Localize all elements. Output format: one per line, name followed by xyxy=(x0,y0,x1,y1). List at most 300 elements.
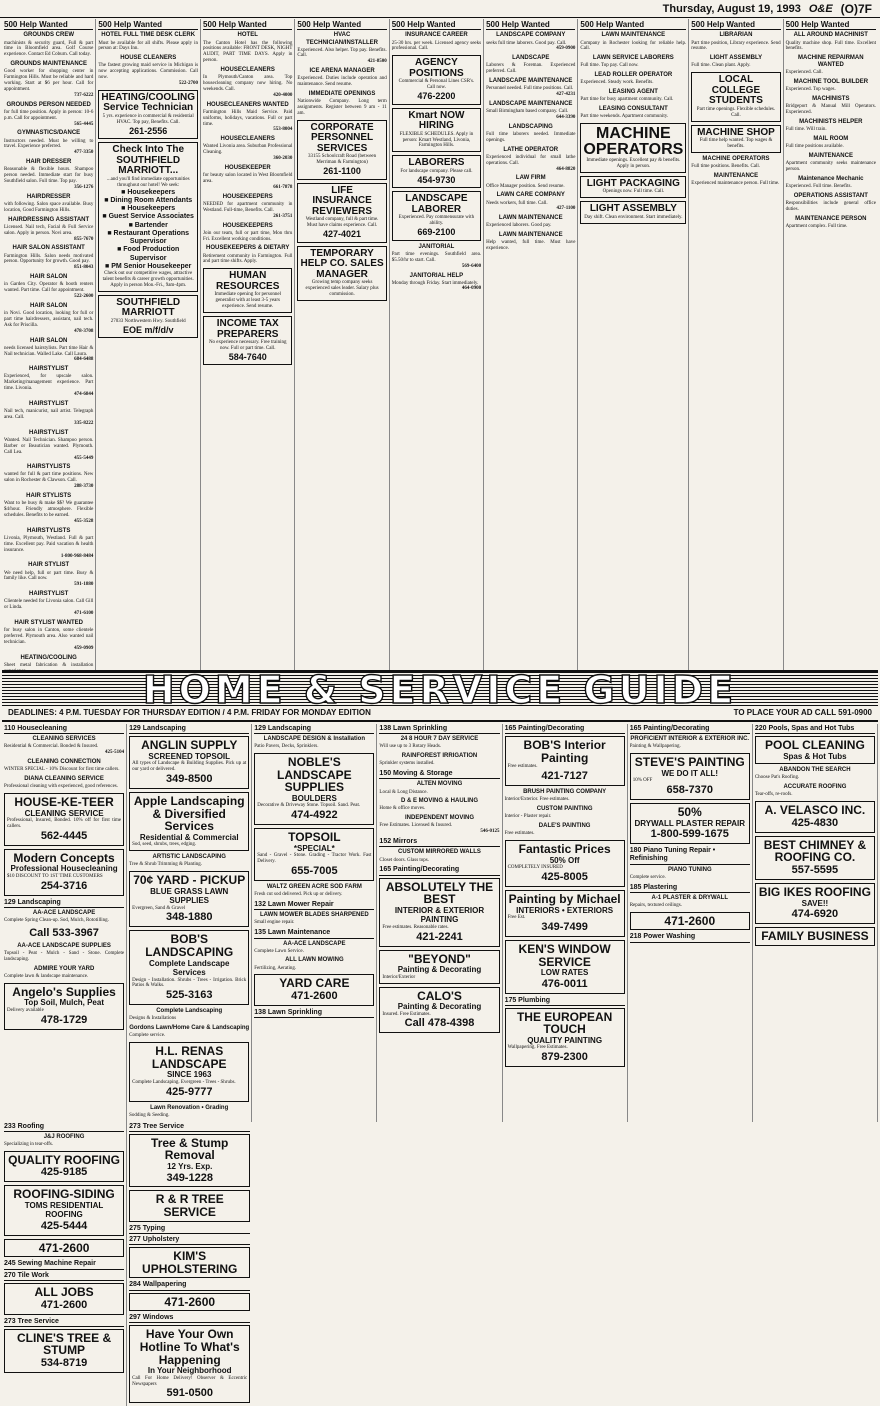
ad-body: Small Birmingham based company. Call. xyxy=(486,109,569,115)
ad-body: Complete lawn & landscape maintenance. xyxy=(4,973,89,979)
ad-body: Will use up to 3 Rotary Heads. xyxy=(379,744,442,750)
ad-body: Responsibilities include general office duties. xyxy=(785,201,876,212)
ad-body: Tree & Shrub Trimming & Planting. xyxy=(129,862,203,868)
classified-ad xyxy=(486,147,575,173)
ad-body: Experienced laborers. Good pay. xyxy=(486,223,552,229)
service-ad-headline: CLINE'S TREE & STUMP xyxy=(16,1330,112,1358)
ad-body: We need help, full or part time. Busy & family like. Call now. xyxy=(4,570,94,582)
ad-body: Sprinkler systems installed. xyxy=(379,761,435,767)
column-heading: 500 Help Wanted xyxy=(691,20,780,30)
service-column xyxy=(628,724,753,1122)
service-ad-headline: BOB'S Interior Painting xyxy=(523,738,606,765)
display-ad-list-item: ■ Guest Service Associates xyxy=(102,213,194,221)
ad-body: NEEDED for apartment community in Westland. Full-time, Benefits. Call. xyxy=(203,201,293,213)
classified-ad xyxy=(486,232,575,252)
ad-body: Help wanted, full time. Must have experience. xyxy=(486,240,576,252)
ad-body: Patio Pavers, Decks, Sprinklers. xyxy=(254,744,319,750)
service-ad-headline: R & R TREE SERVICE xyxy=(155,1192,224,1220)
classified-ad xyxy=(630,895,750,909)
classified-ad xyxy=(4,464,93,490)
classified-ad xyxy=(4,493,93,525)
classified-ad xyxy=(203,194,292,220)
ad-heading: HOUSEKEEPERS xyxy=(222,193,273,200)
display-ad-phone: 261-2556 xyxy=(129,125,168,136)
classified-ad xyxy=(4,943,124,963)
service-ad-subhead: Spas & Hot Tubs xyxy=(783,751,847,761)
ad-body: Part time weekends. Apartment community. xyxy=(580,114,669,120)
ad-body: Nationwide Company. Long term assignments. Register between 9 am - 11 am. xyxy=(297,99,387,116)
ad-heading: GROUNDS CREW xyxy=(23,32,74,39)
display-ad xyxy=(392,155,481,188)
ad-heading: HAIR STYLISTS xyxy=(26,493,72,500)
ad-heading: J&J ROOFING xyxy=(43,1133,85,1140)
display-ad xyxy=(98,142,198,291)
classified-ad xyxy=(691,156,780,170)
display-ad xyxy=(580,176,686,198)
ad-phone: 851-8043 xyxy=(74,265,94,271)
display-ad xyxy=(98,295,198,339)
ad-heading: ARTISTIC LANDSCAPING xyxy=(152,854,226,861)
service-category-heading: 110 Housecleaning xyxy=(4,725,124,734)
service-ad-body: 10% OFF xyxy=(632,778,653,784)
ad-heading: LEAD ROLLER OPERATOR xyxy=(594,72,673,79)
ad-body: Experienced, for upscale salon. Marketing/management experience. Part time. Livonia. xyxy=(4,374,94,392)
service-ad-headline: A. VELASCO INC. xyxy=(764,803,866,818)
service-ad-body: Sand - Gravel - Stone. Grading - Tractor Work. Fast Delivery. xyxy=(257,853,372,865)
display-ad-headline: CORPORATE PERSONNEL SERVICES xyxy=(310,121,374,154)
ad-phone: 455-3528 xyxy=(74,518,94,524)
ad-body: Complete service. xyxy=(629,874,666,880)
service-ad-headline: Apple Landscaping & Diversified Services xyxy=(133,794,245,834)
classified-ad xyxy=(297,68,386,88)
display-ad-text: FLEXIBLE SCHEDULES. Apply in person: Kmart Westland, Livonia, Farmington Hills. xyxy=(399,131,474,149)
ad-heading: JANITORIAL xyxy=(418,243,455,250)
ad-phone: 522-2600 xyxy=(74,294,94,300)
ad-body: Tear-offs, re-roofs. xyxy=(754,792,793,798)
display-ad-phone: 454-9730 xyxy=(417,174,456,185)
service-ad-body: Free estimates. xyxy=(507,764,538,770)
ad-body: Livonia, Plymouth, Westland. Full & part time. Excellent pay. Paid vacation & health insurance. xyxy=(4,535,94,553)
service-ad-subhead: INTERIORS • EXTERIORS xyxy=(516,905,614,915)
ad-body: Experienced. Also helper. Top pay. Benefits. Call. xyxy=(297,47,387,59)
ad-phone: 474-6844 xyxy=(74,392,94,398)
service-display-ad xyxy=(129,1190,250,1221)
ad-heading: INSURANCE CAREER xyxy=(405,32,468,39)
ad-body: Company in Rochester looking for reliable help. Call. xyxy=(580,40,687,52)
service-category-heading: 218 Power Washing xyxy=(630,933,750,942)
service-ad-subhead: Painting & Decorating xyxy=(397,1002,482,1012)
service-ad-subhead: 50% Off xyxy=(549,855,580,865)
ad-body: with following. Salon space available. Busy location, Good Farmington Hills. xyxy=(4,201,94,213)
classified-ad xyxy=(4,966,124,980)
service-ad-phone: 425-9777 xyxy=(165,1085,213,1098)
ad-heading: MACHINE OPERATORS xyxy=(702,155,770,162)
ad-heading: MAINTENANCE xyxy=(713,172,759,179)
classified-ad xyxy=(392,32,481,52)
ad-heading: CUSTOM MIRRORED WALLS xyxy=(398,849,481,856)
ad-phone: 684-6488 xyxy=(74,357,94,363)
ad-body: 25-30 hrs. per week. Licensed agency seeks professional. Call. xyxy=(391,40,482,52)
ad-body: Farmington Hills Maid Service. Paid uniforms, holidays, vacations. Full or part time. xyxy=(203,109,293,127)
classified-ad xyxy=(755,767,875,781)
classified-ad xyxy=(203,67,292,99)
display-ad-headline: Check Into The SOUTHFIELD MARRIOTT... xyxy=(112,144,185,177)
ad-heading: MACHINE REPAIRMAN WANTED xyxy=(798,55,864,69)
ad-heading: A-1 PLASTER & DRYWALL xyxy=(651,894,728,901)
ad-heading: D & E MOVING & HAULING xyxy=(400,798,478,805)
classified-ad xyxy=(505,823,625,837)
display-ad-phone: 427-4021 xyxy=(323,229,362,240)
service-category-heading: 233 Roofing xyxy=(4,1123,124,1132)
service-display-ad xyxy=(630,803,750,844)
ad-heading: MACHINISTS HELPER xyxy=(799,119,863,126)
ad-heading: HAIR SALON xyxy=(30,302,68,309)
display-ad-headline: HUMAN RESOURCES xyxy=(216,270,280,292)
ad-heading: LANDSCAPE MAINTENANCE xyxy=(489,78,573,85)
page-number: (O)7F xyxy=(840,1,872,16)
service-ad-phone: 425-9185 xyxy=(40,1166,88,1179)
ad-body: for beauty salon located in West Bloomfield area. xyxy=(203,173,293,185)
display-ad-phone: 476-2200 xyxy=(417,91,456,102)
service-ad-body: Delivery available xyxy=(7,1007,44,1013)
service-display-ad xyxy=(4,1151,124,1183)
display-ad xyxy=(392,108,481,153)
display-ad-headline: LIGHT ASSEMBLY xyxy=(589,203,677,215)
service-ad-body: Free Est. xyxy=(507,915,526,921)
service-ad-headline: Angelo's Supplies xyxy=(12,984,116,999)
service-ad-phone: 425-8005 xyxy=(541,871,588,884)
service-display-ad xyxy=(129,1293,250,1312)
service-ad-phone: 534-8719 xyxy=(40,1356,88,1369)
ad-body: Complete Spring Clean-up. Sod, Mulch, Rototilling. xyxy=(4,918,109,924)
ad-heading: WALTZ GREEN ACRE SOD FARM xyxy=(266,884,362,891)
ad-heading: LAW FIRM xyxy=(515,175,546,182)
display-ad-text: Openings now. Full time. Call. xyxy=(602,189,665,195)
classified-ad xyxy=(379,753,499,767)
service-ad-phone: 349-8500 xyxy=(165,773,213,786)
ad-heading: MACHINISTS xyxy=(812,96,850,103)
ad-heading: OPERATIONS ASSISTANT xyxy=(793,192,868,199)
ad-heading: LAWN SERVICE LABORERS xyxy=(592,55,674,62)
service-ad-body: Decorative & Driveway Stone. Topsoil. Sand. Peat. xyxy=(257,803,361,809)
service-display-ad xyxy=(254,828,374,881)
display-ad-headline: AGENCY POSITIONS xyxy=(409,57,464,79)
column-heading: 500 Help Wanted xyxy=(203,20,292,30)
ad-heading: LEASING AGENT xyxy=(608,89,658,96)
service-ad-headline: YARD CARE xyxy=(279,976,350,991)
service-category-heading: 135 Lawn Maintenance xyxy=(254,929,374,938)
ad-phone: 335-8222 xyxy=(74,420,94,426)
service-ad-headline: CALO'S xyxy=(417,988,462,1003)
classified-ad xyxy=(4,366,93,398)
ad-heading: ACCURATE ROOFING xyxy=(783,784,847,791)
classified-ad xyxy=(786,119,876,133)
ad-heading: PIANO TUNING xyxy=(667,866,712,873)
ad-body: Join our team, full or part time, Mon thru Fri. Excellent working conditions. xyxy=(203,230,293,242)
display-ad-headline: LOCAL COLLEGE STUDENTS xyxy=(709,74,763,107)
classified-ad xyxy=(786,136,876,150)
ad-phone: 546-0125 xyxy=(480,829,500,835)
ad-body: Quality machine shop. Full time. Excellent benefits. xyxy=(785,40,876,52)
classified-ad xyxy=(786,216,876,230)
display-ad-footnote: Check out our competitive wages, attractive talent benefits & career growth opportunities. Apply in person Mon.-Fri., 9am-4pm. xyxy=(102,271,194,288)
service-ad-headline: ABSOLUTELY THE BEST xyxy=(385,879,494,907)
ad-heading: LANDSCAPE COMPANY xyxy=(496,32,566,39)
classified-ad xyxy=(129,854,249,868)
display-ad-text: Full time help wanted. Top wages & benefits. xyxy=(699,138,773,149)
service-column xyxy=(2,1122,127,1406)
ad-body: Local & Long Distance. xyxy=(379,789,428,795)
ad-phone: 464-8820 xyxy=(556,166,576,172)
classified-column xyxy=(784,19,878,683)
display-ad-list-item: ■ PM Senior Housekeeper xyxy=(105,262,192,270)
service-ad-headline: "BEYOND" xyxy=(408,951,471,966)
ad-phone: 471-6100 xyxy=(74,611,94,617)
ad-body: Designs & Installations xyxy=(129,1016,177,1022)
service-category-heading: 185 Plastering xyxy=(630,884,750,893)
service-ad-subhead: *SPECIAL* xyxy=(293,843,335,853)
ad-phone: 420-4000 xyxy=(273,92,293,98)
ad-heading: HAIRSTYLIST xyxy=(29,429,69,436)
service-ad-subhead: Top Soil, Mulch, Peat xyxy=(24,998,104,1008)
ad-heading: AA-ACE LANDSCAPE xyxy=(283,940,346,947)
ad-body: Painting & Wallpapering. xyxy=(629,744,681,750)
service-ad-headline: Painting by Michael xyxy=(508,892,621,907)
service-ad-body: $10 DISCOUNT TO 1ST TIME CUSTOMERS xyxy=(7,873,103,879)
ad-body: Reasonable & flexible hours. Shampoo person needed. Immediate start for busy Southfield salon. Full time. Top pay. xyxy=(4,167,94,185)
classified-column xyxy=(484,19,578,683)
service-ad-phone: 349-7499 xyxy=(541,921,588,934)
classified-ad xyxy=(691,55,780,69)
service-display-ad xyxy=(129,871,249,927)
service-ad-subhead: BOULDERS xyxy=(291,794,337,803)
ad-phone: 553-8004 xyxy=(273,127,293,133)
classified-ad xyxy=(4,338,93,364)
ad-phone: 427-4231 xyxy=(556,92,576,98)
service-display-ad xyxy=(755,883,875,924)
service-ad-headline: QUALITY ROOFING xyxy=(8,1152,120,1167)
service-ad-phone: 525-3163 xyxy=(165,989,213,1002)
display-ad-text: Westland company, full & part time. Must have claims experience. Call. xyxy=(305,217,379,229)
issue-date: Thursday, August 19, 1993 xyxy=(662,2,801,15)
service-ad-body: Complete Landscaping. Evergreen - Trees - Shrubs. xyxy=(132,1079,236,1085)
ad-heading: LAWN MOWER BLADES SHARPENED xyxy=(260,912,369,919)
display-ad-text: Day shift. Clean environment. Start immediately. xyxy=(584,214,683,220)
ad-body: for busy salon in Canton, some clientele preferred. Plymouth area. Also wanted nail technician. xyxy=(4,628,94,645)
display-ad-list-item: ■ Housekeepers xyxy=(121,205,176,213)
service-display-ad xyxy=(254,974,374,1006)
ad-body: Specializing in tear-offs. xyxy=(4,1141,54,1147)
ad-heading: HAIRDRESSING ASSISTANT xyxy=(8,216,90,223)
service-display-ad xyxy=(129,1325,250,1403)
ad-body: Full time positions. Benefits. Call. xyxy=(691,163,761,169)
display-ad xyxy=(203,316,292,365)
service-column xyxy=(377,724,502,1122)
display-ad xyxy=(392,191,481,240)
classified-ad xyxy=(254,941,374,955)
ad-heading: PROFICIENT INTERIOR & EXTERIOR INC. xyxy=(630,736,750,743)
ad-heading: LAWN MAINTENANCE xyxy=(601,32,666,39)
display-ad-headline: LIGHT PACKAGING xyxy=(586,177,680,189)
ad-body: Small engine repair. xyxy=(254,920,295,926)
ad-heading: HOTEL FULL TIME DESK CLERK xyxy=(101,32,196,39)
service-phone-ad xyxy=(4,927,124,940)
service-ad-headline: ALL JOBS xyxy=(34,1284,94,1299)
service-display-ad xyxy=(505,940,625,994)
ad-heading: Maintenance Mechanic xyxy=(798,175,864,182)
ad-heading: HAIRSTYLIST xyxy=(29,401,69,407)
ad-phone: 591-1880 xyxy=(74,582,94,588)
ad-body: Want to be busy & make $$? We guarantee $4/hour. Friendly atmosphere. Flexible schedules. Benefits to be earned. xyxy=(4,501,94,518)
ad-heading: ABANDON THE SEARCH xyxy=(779,767,851,774)
classified-ad xyxy=(203,136,292,162)
ad-heading: HOUSEKEEPERS xyxy=(222,222,273,229)
classified-ad xyxy=(580,89,686,103)
ad-heading: MAINTENANCE PERSON xyxy=(795,215,867,222)
display-ad xyxy=(392,55,481,104)
service-category-heading: 165 Painting/Decorating xyxy=(630,725,750,734)
column-heading: 500 Help Wanted xyxy=(98,20,198,30)
display-ad-text: For landscape company. Please call. xyxy=(400,168,473,174)
ad-body: for full time position. Apply in person: 10-6 p.m. Call for appointment. xyxy=(4,109,94,121)
service-column xyxy=(127,1122,252,1406)
service-ad-phone: Call 478-4398 xyxy=(404,1017,475,1030)
ad-phone: 421-8500 xyxy=(367,59,387,65)
classified-ad xyxy=(4,562,93,588)
classified-ad xyxy=(4,591,93,617)
ad-body: Clientele needed for Livonia salon. Call Gill or Linda. xyxy=(4,599,94,611)
service-ad-subhead: TOMS RESIDENTIAL ROOFING xyxy=(24,1201,104,1220)
service-category-heading: 273 Tree Service xyxy=(4,1318,124,1327)
ad-body: Laborers & Foreman. Experienced preferred. Call. xyxy=(486,63,576,75)
ad-body: Office Manager position. Send resume. xyxy=(486,183,565,189)
classified-ad xyxy=(4,759,124,773)
classified-ad xyxy=(203,102,292,134)
service-ad-subhead: Complete Landscape Services xyxy=(148,958,230,978)
service-ad-phone: 348-1880 xyxy=(165,911,213,924)
service-display-ad xyxy=(379,987,499,1034)
classified-ad xyxy=(486,215,575,229)
service-ad-headline: 70¢ YARD - PICKUP xyxy=(133,873,246,888)
classified-ad xyxy=(486,55,575,75)
classified-ad xyxy=(580,32,686,52)
service-ad-subhead: In Your Neighborhood xyxy=(147,1366,232,1376)
classified-ad xyxy=(4,194,93,214)
ad-phone: 478-3708 xyxy=(74,328,94,334)
classified-ad xyxy=(786,176,876,190)
service-ad-subhead: Professional Housecleaning xyxy=(10,864,118,874)
service-ad-headline: KEN'S WINDOW SERVICE xyxy=(518,941,611,969)
ad-phone: 661-7878 xyxy=(273,184,293,190)
service-ad-headline: ANGLIN SUPPLY xyxy=(141,738,238,753)
service-ad-subhead: Residential & Commercial xyxy=(139,832,239,842)
ad-phone: 1-800-968-8484 xyxy=(60,553,94,559)
service-ad-body: Interior/Exterior xyxy=(382,974,416,980)
ad-body: Retirement community in Farmington. Full and part time shifts. Apply. xyxy=(203,253,293,265)
page-header xyxy=(0,0,880,18)
service-ad-phone: 474-6920 xyxy=(791,907,839,920)
service-display-ad xyxy=(254,753,374,825)
classified-ad xyxy=(4,620,93,652)
classified-ad xyxy=(98,32,198,52)
service-category-heading: 165 Painting/Decorating xyxy=(379,866,499,875)
service-ad-headline: FAMILY BUSINESS xyxy=(761,928,869,943)
ad-body: Repairs, textured ceilings. xyxy=(629,902,682,908)
ad-heading: DALE'S PAINTING xyxy=(538,823,591,830)
display-ad-text: ...and you'll find immediate opportunities throughout our hotel! We seek: xyxy=(106,176,190,188)
display-ad-headline: HEATING/COOLING Service Technician xyxy=(101,91,196,114)
ad-heading: ALL LAWN MOWING xyxy=(285,957,344,964)
classified-ad xyxy=(392,244,481,270)
classified-ad xyxy=(486,101,575,121)
service-display-ad xyxy=(129,930,249,1005)
ad-heading: CLEANING CONNECTION xyxy=(27,759,101,766)
ad-heading: LAWN MAINTENANCE xyxy=(498,232,563,239)
classified-ad xyxy=(691,32,780,52)
ad-heading: HAIR STYLIST WANTED xyxy=(14,619,83,626)
service-display-ad xyxy=(630,912,750,931)
service-ad-headline: HOUSE-KE-TEER xyxy=(14,795,114,810)
service-ad-body: COMPLETELY INSURED xyxy=(507,865,563,871)
display-ad-text: Part time openings. Flexible schedules. Call. xyxy=(696,106,776,118)
classified-ad xyxy=(4,1134,124,1148)
service-category-heading: 220 Pools, Spas and Hot Tubs xyxy=(755,725,875,734)
ad-heading: HOUSEKEEPERS & DIETARY xyxy=(206,245,290,252)
ad-body: Wanted Livonia area. Suburban Professional Cleaning. xyxy=(203,144,293,156)
ad-body: The Canton Hotel has the following positions available: FRONT DESK, NIGHT AUDIT, PART TIME DAYS. Apply in person. xyxy=(203,40,293,64)
display-ad xyxy=(580,123,686,173)
display-ad xyxy=(691,125,780,153)
classified-ad xyxy=(4,61,93,99)
ad-phone: 459-0900 xyxy=(556,46,576,52)
ad-phone: 569-6400 xyxy=(461,263,482,269)
service-ad-phone: 471-2600 xyxy=(291,990,338,1003)
column-heading: 500 Help Wanted xyxy=(580,20,686,30)
service-ad-phone: 476-0011 xyxy=(541,977,588,990)
display-ad-phone: 669-2100 xyxy=(417,227,456,238)
ad-body: wanted for full & part time positions. New salon in Rochester & Clawson. Call. xyxy=(4,472,94,484)
ad-body: Part time for busy apartment community. Call. xyxy=(580,97,674,103)
service-ad-headline: POOL CLEANING xyxy=(765,738,865,753)
ad-phone: 425-5104 xyxy=(104,750,125,756)
ad-heading: LAWN MAINTENANCE xyxy=(498,215,563,222)
service-ad-headline: BIG IKES ROOFING xyxy=(758,884,871,899)
service-ad-headline: 471-2600 xyxy=(38,1240,90,1255)
classified-column xyxy=(390,19,484,683)
classified-ad xyxy=(505,806,625,820)
service-display-ad xyxy=(4,849,124,896)
ad-body: Free Estimates. Licensed & Insured. xyxy=(379,823,453,829)
service-category-heading: 297 Windows xyxy=(129,1314,250,1323)
ad-heading: HAIR SALON ASSISTANT xyxy=(12,245,85,252)
classified-ad xyxy=(129,1025,249,1039)
service-ad-subhead: SINCE 1963 xyxy=(166,1070,212,1080)
ad-heading: JANITORIAL HELP xyxy=(409,272,464,279)
service-column xyxy=(753,724,878,1122)
display-ad-text: Experienced. Pay commensurate with ability. xyxy=(398,215,475,227)
ad-body: Home & office moves. xyxy=(379,806,426,812)
service-ad-headline: Modern Concepts xyxy=(13,850,115,865)
display-ad-text: 5 yrs. experience in commercial & residential HVAC. Top pay, Benefits. Call. xyxy=(102,113,194,125)
classified-ad xyxy=(203,165,292,191)
service-category-heading: 129 Landscaping xyxy=(4,899,124,908)
service-display-ad xyxy=(4,1283,124,1315)
classified-ad xyxy=(129,1105,249,1119)
service-ad-headline: ROOFING-SIDING xyxy=(13,1187,115,1202)
ad-heading: AA-ACE LANDSCAPE xyxy=(32,909,96,916)
service-display-ad xyxy=(505,890,625,937)
banner-title: HOME & SERVICE GUIDE xyxy=(2,672,878,708)
